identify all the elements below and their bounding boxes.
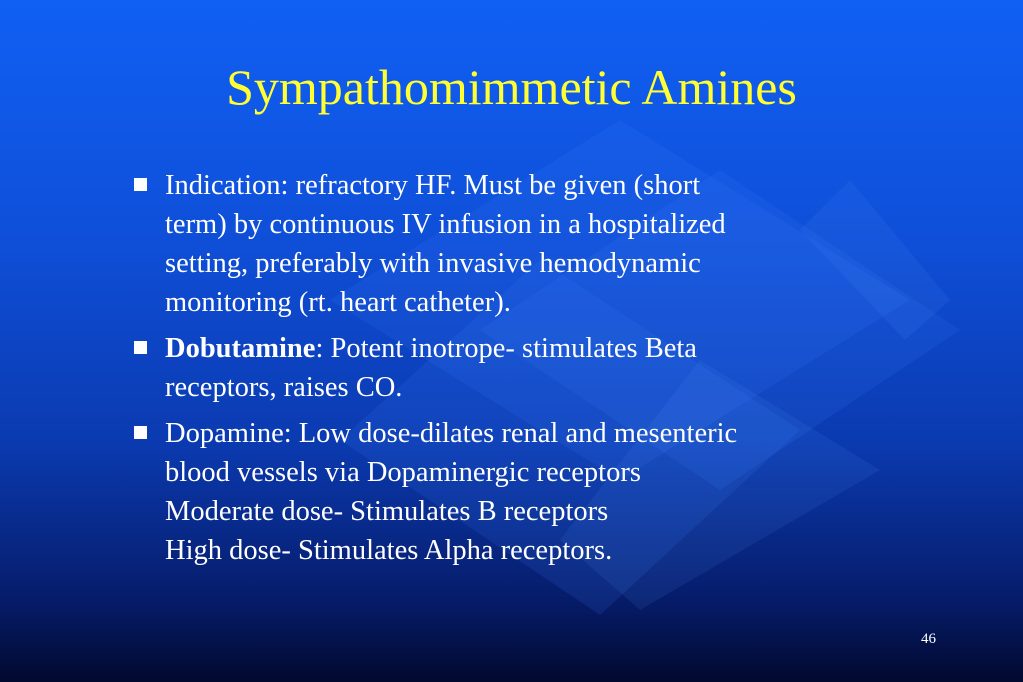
- bold-term-dobutamine: Dobutamine: [165, 333, 316, 364]
- bullet-text-line: Moderate dose- Stimulates B receptors: [165, 496, 609, 527]
- bullet-text-line: receptors, raises CO.: [165, 372, 403, 403]
- bullet-text-line: Dopamine: Low dose-dilates renal and mesenteric: [165, 418, 738, 449]
- bullet-text-rest: : Potent inotrope- stimulates Beta: [315, 333, 697, 364]
- bullet-text-line: monitoring (rt. heart catheter).: [165, 287, 511, 318]
- bullet-text-line: setting, preferably with invasive hemodynamic: [165, 248, 701, 279]
- slide-title: Sympathomimmetic Amines: [226, 59, 797, 115]
- bullet-text-line: High dose- Stimulates Alpha receptors.: [165, 535, 613, 566]
- bullet-text-line: Indication: refractory HF. Must be given (short: [165, 170, 701, 201]
- bullet-list: [132, 166, 892, 577]
- square-bullet-icon: [134, 341, 147, 354]
- bullet-text-line: term) by continuous IV infusion in a hospitalized: [165, 209, 726, 240]
- square-bullet-icon: [134, 426, 147, 439]
- bullet-item-dobutamine: [132, 329, 892, 407]
- bullet-item-indication: [132, 166, 892, 322]
- square-bullet-icon: [134, 178, 147, 191]
- bullet-item-dopamine: [132, 414, 892, 570]
- bullet-text-line: [165, 329, 892, 368]
- page-number: 46: [921, 631, 936, 647]
- bullet-text-line: blood vessels via Dopaminergic receptors: [165, 457, 641, 488]
